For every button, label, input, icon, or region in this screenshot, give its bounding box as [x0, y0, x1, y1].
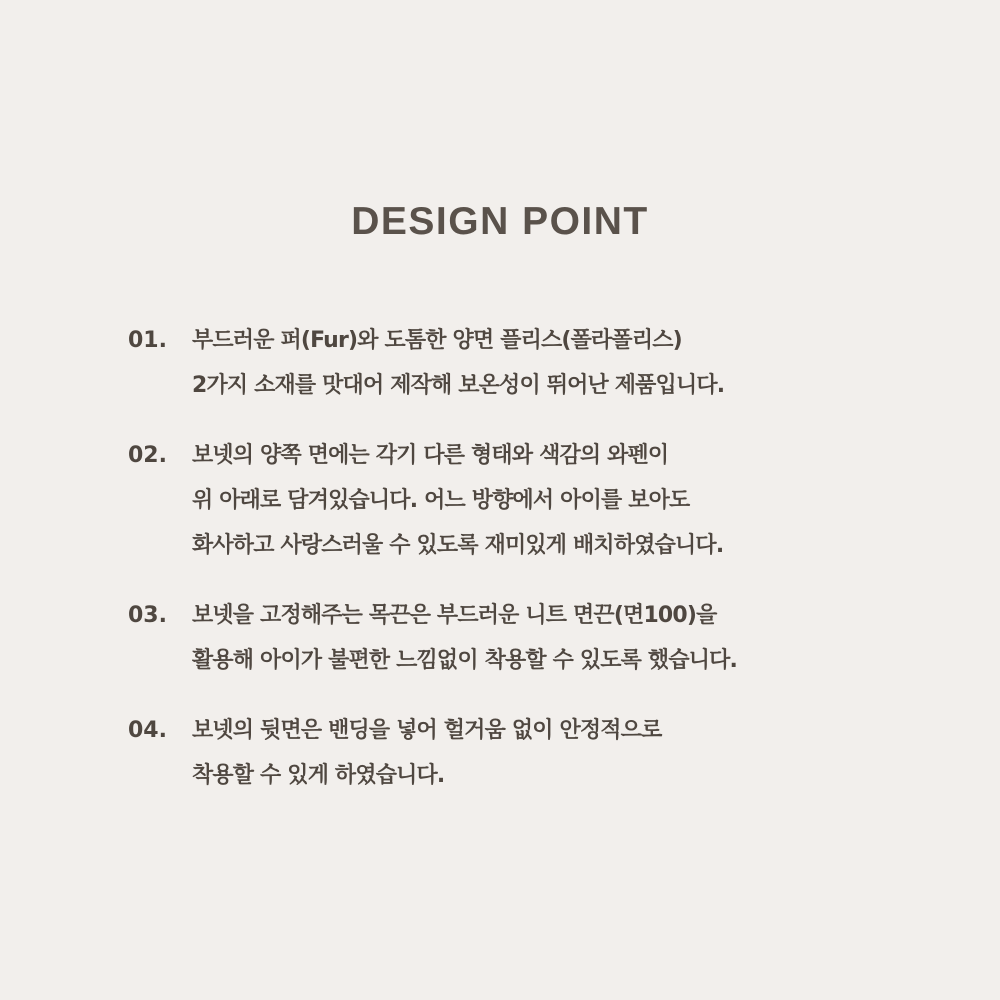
- design-point-item: [128, 708, 988, 798]
- point-number: 03.: [128, 603, 167, 628]
- point-text: [192, 708, 988, 798]
- point-text: [192, 433, 988, 568]
- point-text: [192, 593, 988, 683]
- design-point-item: [128, 318, 988, 408]
- point-number: 01.: [128, 328, 167, 353]
- point-text: [192, 318, 988, 408]
- page-title: DESIGN POINT: [351, 200, 649, 243]
- point-line: 보넷을 고정해주는 목끈은 부드러운 니트 면끈(면100)을: [192, 603, 717, 628]
- point-line: 부드러운 퍼(Fur)와 도톰한 양면 플리스(폴라폴리스): [192, 328, 682, 353]
- point-line: 2가지 소재를 맛대어 제작해 보온성이 뛰어난 제품입니다.: [192, 373, 725, 398]
- point-line: 화사하고 사랑스러울 수 있도록 재미있게 배치하였습니다.: [192, 533, 724, 558]
- point-number: 02.: [128, 443, 167, 468]
- design-point-item: [128, 593, 988, 683]
- design-point-item: [128, 433, 988, 568]
- point-line: 보넷의 뒷면은 밴딩을 넣어 헐거움 없이 안정적으로: [192, 718, 662, 743]
- point-line: 착용할 수 있게 하였습니다.: [192, 763, 445, 788]
- design-point-list: [128, 318, 988, 823]
- point-line: 활용해 아이가 불편한 느낌없이 착용할 수 있도록 했습니다.: [192, 648, 738, 673]
- point-line: 위 아래로 담겨있습니다. 어느 방향에서 아이를 보아도: [192, 488, 690, 513]
- point-line: 보넷의 양쪽 면에는 각기 다른 형태와 색감의 와펜이: [192, 443, 669, 468]
- point-number: 04.: [128, 718, 167, 743]
